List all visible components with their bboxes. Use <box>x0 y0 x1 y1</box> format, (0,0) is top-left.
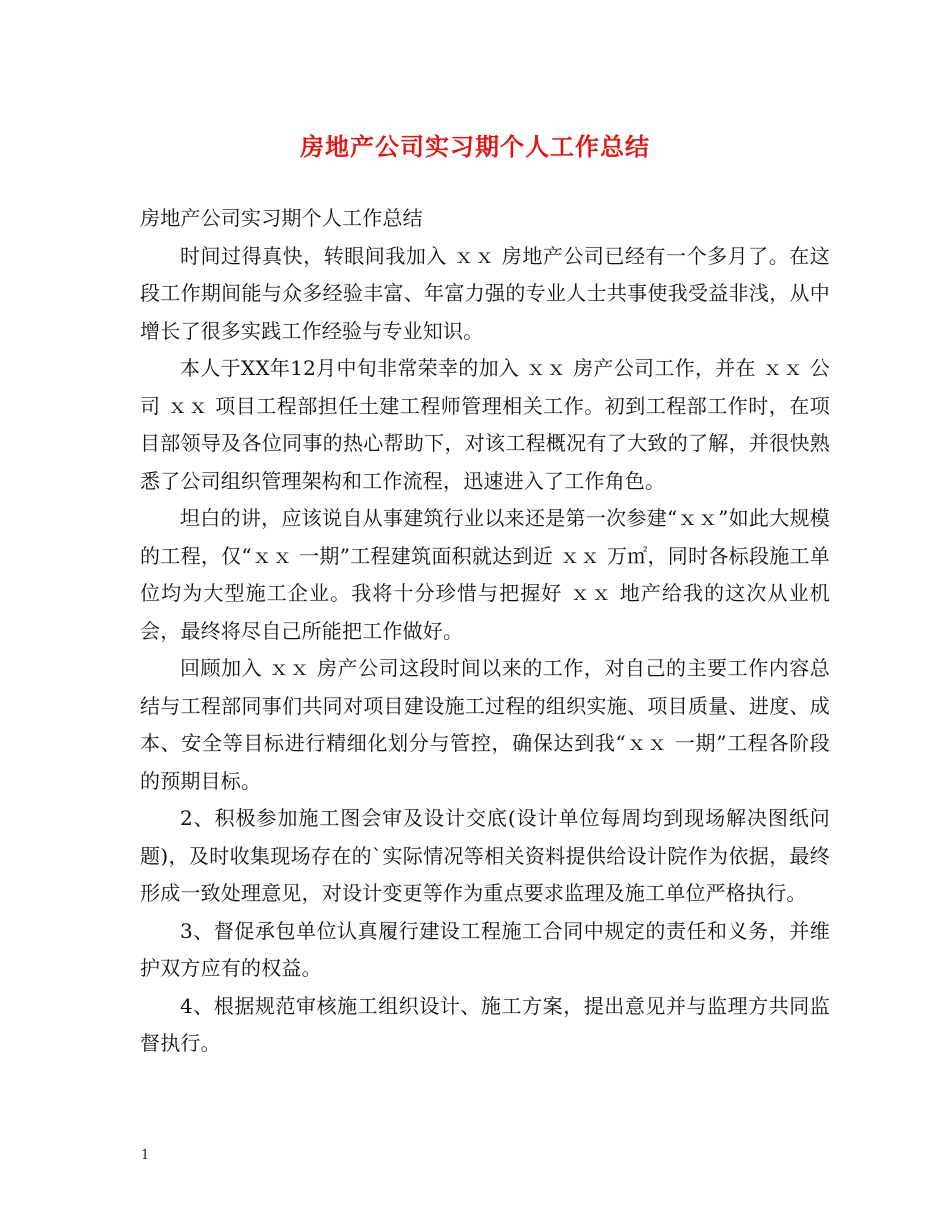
document-title: 房地产公司实习期个人工作总结 <box>300 132 650 161</box>
document-subtitle: 房地产公司实习期个人工作总结 <box>140 206 423 230</box>
paragraph-4: 回顾加入 ｘｘ 房产公司这段时间以来的工作，对自己的主要工作内容总结与工程部同事们共同对项目建设施工过程的组织实施、项目质量、进度、成本、安全等目标进行精细化划分与管控，确保达到我“ｘｘ 一期”工程各阶段的预期目标。 <box>140 656 830 793</box>
page-number: 1 <box>141 1148 150 1163</box>
paragraph-6: 3、督促承包单位认真履行建设工程施工合同中规定的责任和义务，并维护双方应有的权益。 <box>140 918 830 980</box>
paragraph-3: 坦白的讲，应该说自从事建筑行业以来还是第一次参建“ｘｘ”如此大规模的工程，仅“ｘｘ 一期”工程建筑面积就达到近 ｘｘ 万㎡，同时各标段施工单位均为大型施工企业。我将十分珍惜与把握好 ｘｘ 地产给我的这次从业机会，最终将尽自己所能把工作做好。 <box>140 506 830 643</box>
paragraph-5: 2、积极参加施工图会审及设计交底(设计单位每周均到现场解决图纸问题)，及时收集现场存在的`实际情况等相关资料提供给设计院作为依据，最终形成一致处理意见，对设计变更等作为重点要求监理及施工单位严格执行。 <box>140 806 830 905</box>
paragraph-2: 本人于XX年12月中旬非常荣幸的加入 ｘｘ 房产公司工作，并在 ｘｘ 公司 ｘｘ 项目工程部担任土建工程师管理相关工作。初到工程部工作时，在项目部领导及各位同事的热心帮助下，对该工程概况有了大致的了解，并很快熟悉了公司组织管理架构和工作流程，迅速进入了工作角色。 <box>140 356 830 493</box>
document-body <box>140 200 830 1063</box>
paragraph-7: 4、根据规范审核施工组织设计、施工方案，提出意见并与监理方共同监督执行。 <box>140 993 830 1055</box>
paragraph-1: 时间过得真快，转眼间我加入 ｘｘ 房地产公司已经有一个多月了。在这段工作期间能与众多经验丰富、年富力强的专业人士共事使我受益非浅，从中增长了很多实践工作经验与专业知识。 <box>140 243 830 343</box>
